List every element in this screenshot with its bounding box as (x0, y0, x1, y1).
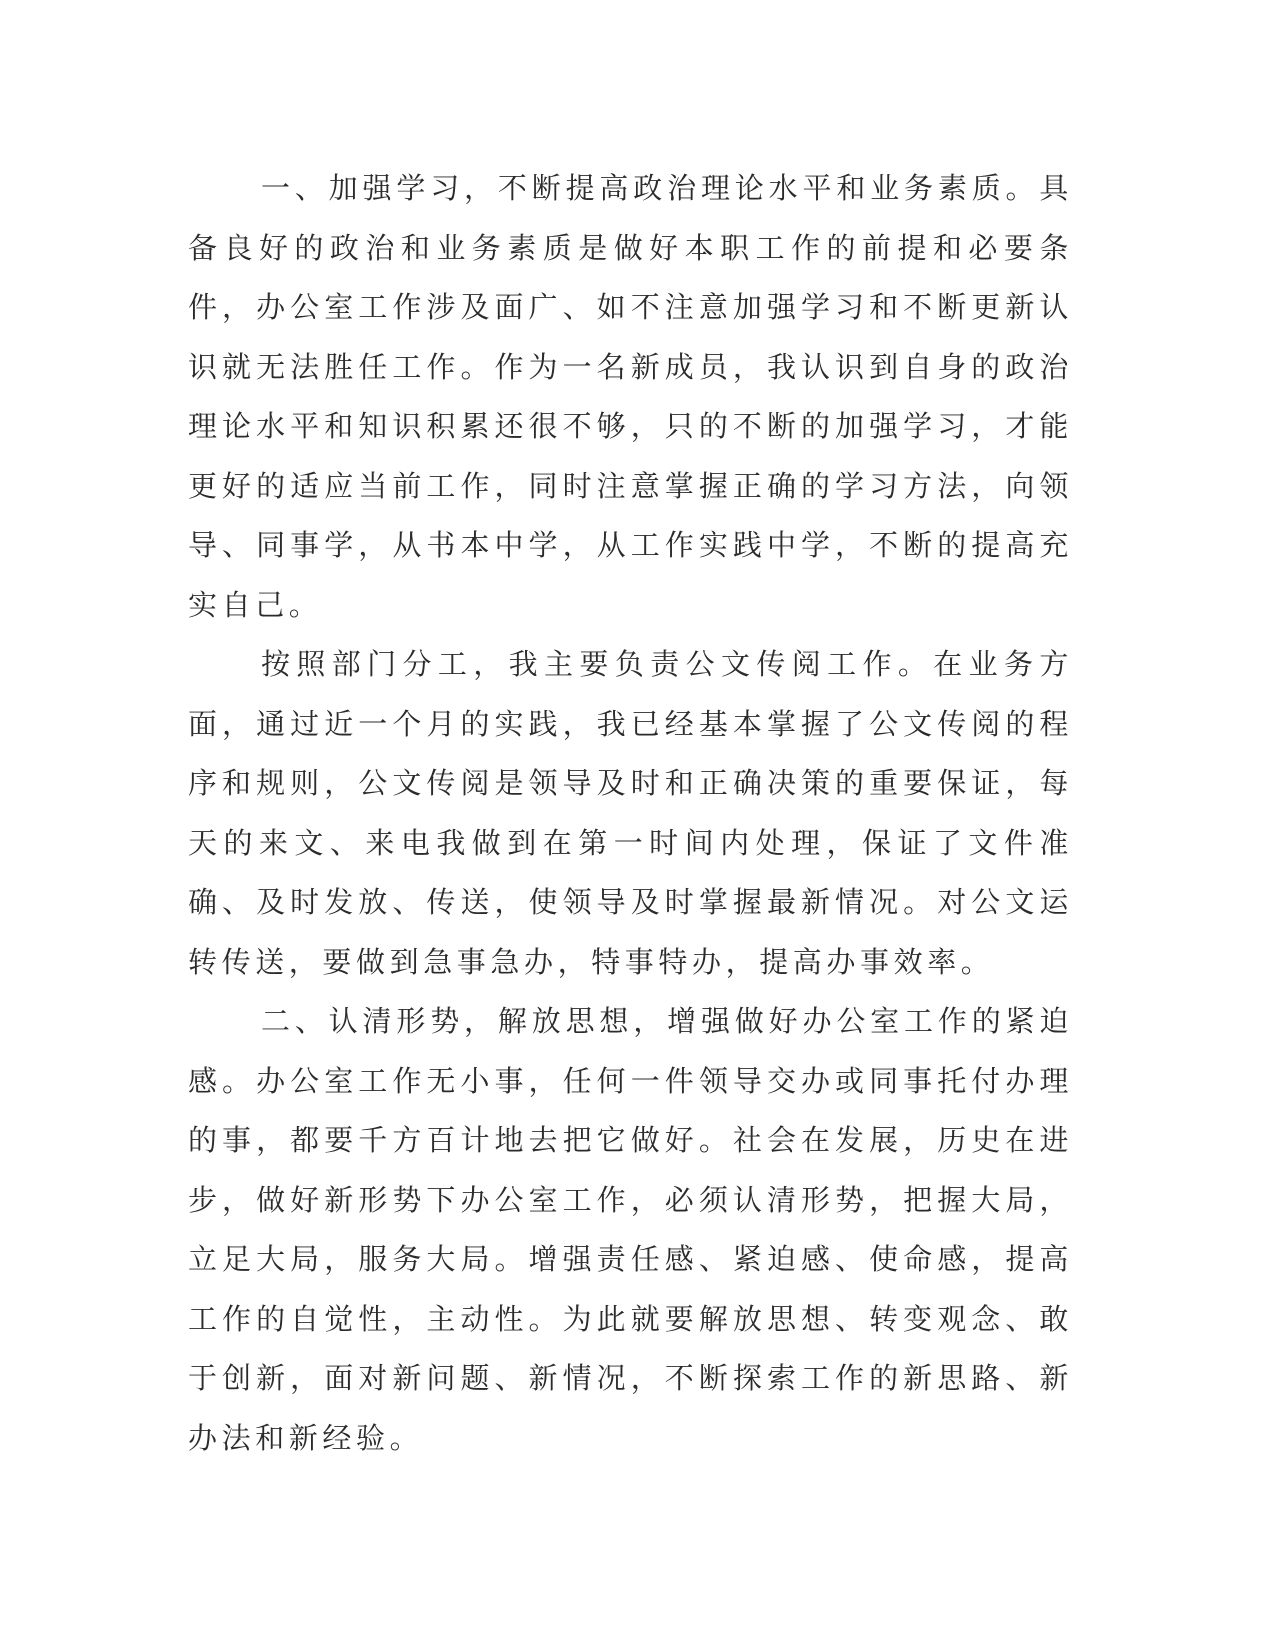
document-body (188, 159, 1073, 1468)
paragraph-study: 一、加强学习，不断提高政治理论水平和业务素质。具备良好的政治和业务素质是做好本职工作的前提和必要条件，办公室工作涉及面广、如不注意加强学习和不断更新认识就无法胜任工作。作为一名新成员，我认识到自身的政治理论水平和知识积累还很不够，只的不断的加强学习，才能更好的适应当前工作，同时注意掌握正确的学习方法，向领导、同事学，从书本中学，从工作实践中学，不断的提高充实自己。 (188, 171, 1073, 622)
paragraph-situation: 二、认清形势，解放思想，增强做好办公室工作的紧迫感。办公室工作无小事，任何一件领导交办或同事托付办理的事，都要千方百计地去把它做好。社会在发展，历史在进步，做好新形势下办公室工作，必须认清形势，把握大局，立足大局，服务大局。增强责任感、紧迫感、使命感，提高工作的自觉性，主动性。为此就要解放思想、转变观念、敢于创新，面对新问题、新情况，不断探索工作的新思路、新办法和新经验。 (188, 1004, 1073, 1455)
paragraph-document-circulation: 按照部门分工，我主要负责公文传阅工作。在业务方面，通过近一个月的实践，我已经基本掌握了公文传阅的程序和规则，公文传阅是领导及时和正确决策的重要保证，每天的来文、来电我做到在第一时间内处理，保证了文件准确、及时发放、传送，使领导及时掌握最新情况。对公文运转传送，要做到急事急办，特事特办，提高办事效率。 (188, 647, 1073, 979)
